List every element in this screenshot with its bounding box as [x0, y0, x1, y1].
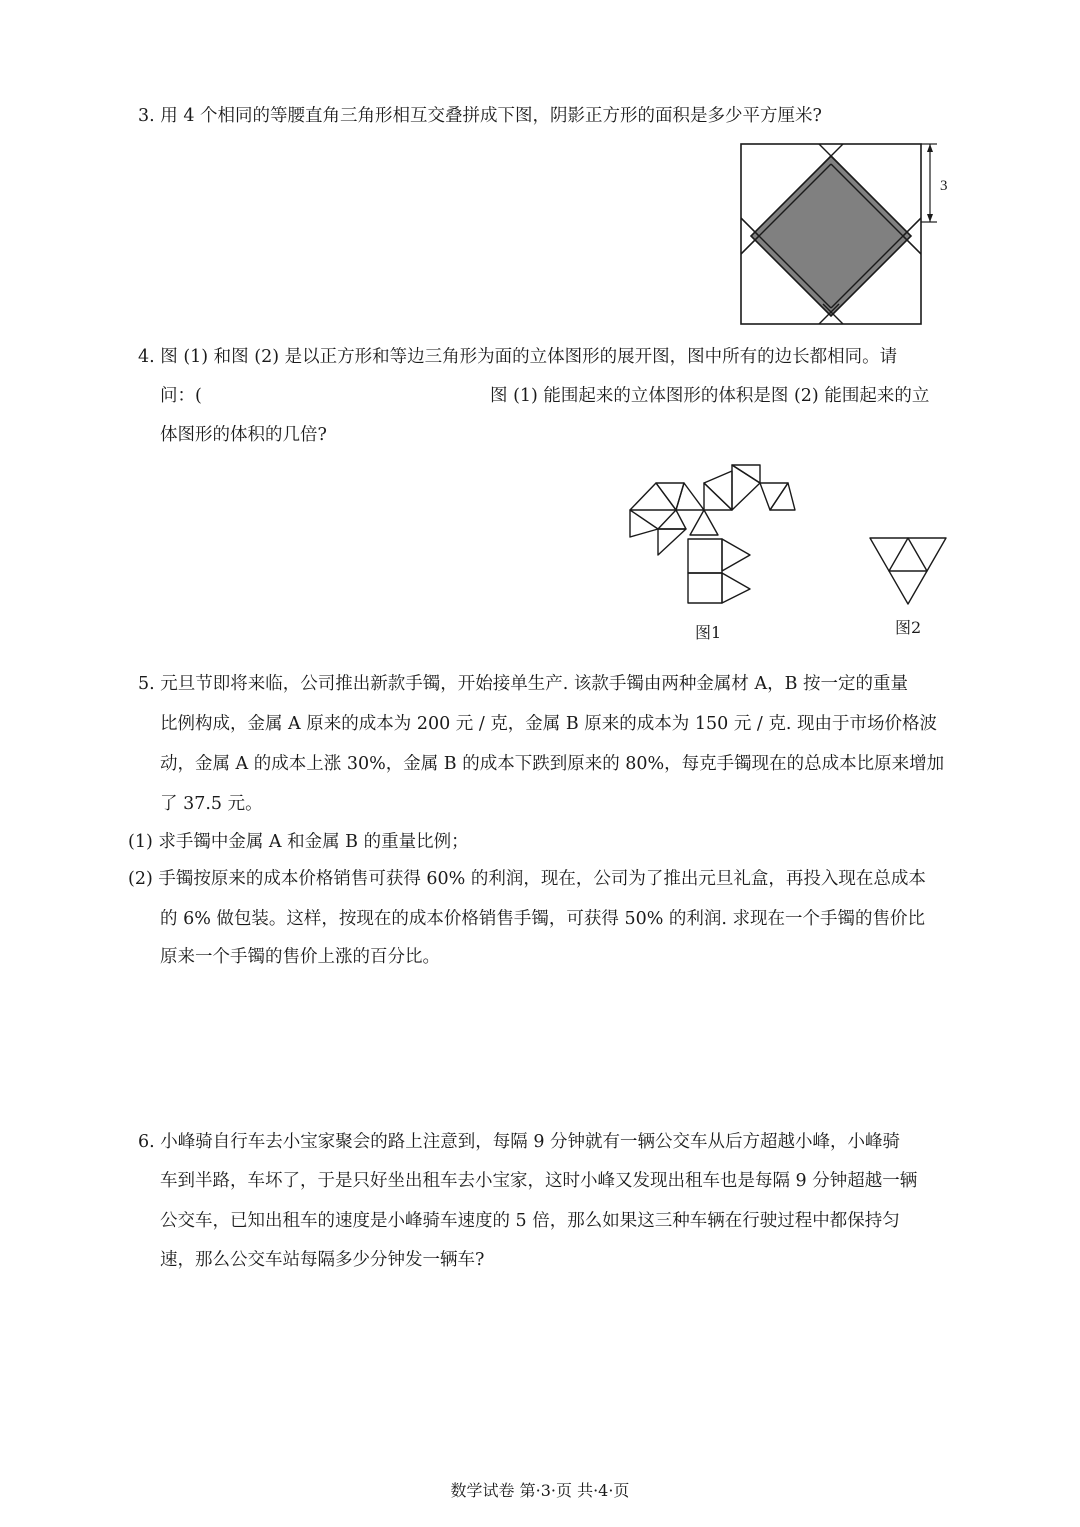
q6-line2: 车到半路，车坏了，于是只好坐出租车去小宝家，这时小峰又发现出租车也是每隔 9 分钟超越一辆	[160, 1171, 918, 1191]
q6-line1: 6. 小峰骑自行车去小宝家聚会的路上注意到，每隔 9 分钟就有一辆公交车从后方超越小峰，小峰骑	[138, 1132, 901, 1152]
q5-sub1: (1) 求手镯中金属 A 和金属 B 的重量比例；	[128, 832, 469, 852]
dimension-label: 3	[940, 178, 948, 194]
q3-figure	[735, 140, 955, 330]
caption-figure-1: 图1	[695, 623, 722, 642]
q4-line2a: 问：(	[160, 386, 202, 406]
q5-line2: 比例构成，金属 A 原来的成本为 200 元 / 克，金属 B 原来的成本为 150 元 / 克. 现由于市场价格波	[160, 714, 937, 734]
q4-line3: 体图形的体积的几倍?	[160, 425, 327, 445]
q5-sub2-line1: (2) 手镯按原来的成本价格销售可获得 60% 的利润，现在，公司为了推出元旦礼盒，再投入现在总成本	[128, 869, 926, 889]
q5-line3: 动，金属 A 的成本上涨 30%，金属 B 的成本下跌到原来的 80%，每克手镯现在的总成本比原来增加	[160, 754, 945, 774]
q4-line2b: 图 (1) 能围起来的立体图形的体积是图 (2) 能围起来的立	[490, 386, 930, 406]
q6-line4: 速，那么公交车站每隔多少分钟发一辆车?	[160, 1250, 485, 1270]
q3-shaded-square	[751, 156, 911, 316]
q4-line1: 4. 图 (1) 和图 (2) 是以正方形和等边三角形为面的立体图形的展开图，图中所有的边长都相同。请	[138, 347, 898, 367]
q3-text: 3. 用 4 个相同的等腰直角三角形相互交叠拼成下图，阴影正方形的面积是多少平方厘米?	[138, 106, 822, 126]
caption-figure-2: 图2	[895, 618, 922, 637]
q6-line3: 公交车，已知出租车的速度是小峰骑车速度的 5 倍，那么如果这三种车辆在行驶过程中都保持匀	[160, 1211, 900, 1231]
q5-line1: 5. 元旦节即将来临，公司推出新款手镯，开始接单生产. 该款手镯由两种金属材 A，B 按一定的重量	[138, 674, 909, 694]
q5-sub2-line3: 原来一个手镯的售价上涨的百分比。	[160, 947, 440, 967]
q5-sub2-line2: 的 6% 做包装。这样，按现在的成本价格销售手镯，可获得 50% 的利润. 求现在一个手镯的售价比	[160, 909, 926, 929]
q4-net-figure-1	[620, 455, 810, 615]
q4-net-figure-2	[866, 534, 950, 610]
q5-line4: 了 37.5 元。	[160, 794, 263, 814]
page-footer: 数学试卷 第·3·页 共·4·页	[450, 1481, 630, 1500]
